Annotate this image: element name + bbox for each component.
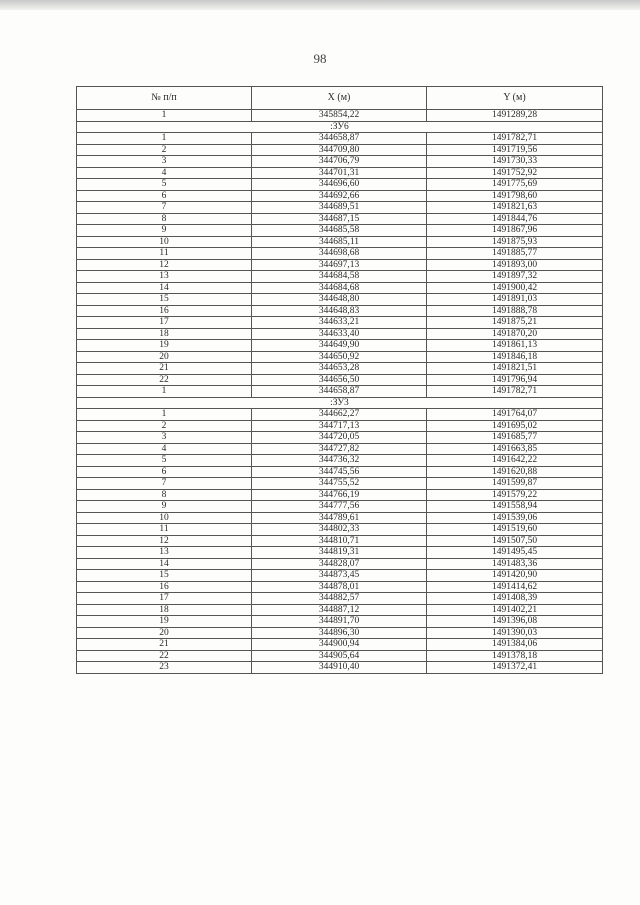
y-coordinate: 1491888,78 [427, 305, 603, 317]
y-coordinate: 1491402,21 [427, 604, 603, 616]
table-row [77, 317, 603, 329]
table-row [77, 547, 603, 559]
y-coordinate: 1491390,03 [427, 627, 603, 639]
table-row [77, 455, 603, 467]
table-row [77, 271, 603, 283]
table-row [77, 110, 603, 122]
y-coordinate: 1491752,92 [427, 167, 603, 179]
table-row [77, 604, 603, 616]
table-row [77, 512, 603, 524]
table-row [77, 535, 603, 547]
x-coordinate: 344828,07 [252, 558, 427, 570]
point-number: 13 [77, 271, 252, 283]
page-number: 98 [313, 51, 327, 66]
point-number: 10 [77, 236, 252, 248]
point-number: 17 [77, 593, 252, 605]
y-coordinate: 1491782,71 [427, 386, 603, 398]
y-coordinate: 1491870,20 [427, 328, 603, 340]
x-coordinate: 344789,61 [252, 512, 427, 524]
x-coordinate: 344696,60 [252, 179, 427, 191]
point-number: 6 [77, 466, 252, 478]
x-coordinate: 344717,13 [252, 420, 427, 432]
x-coordinate: 344650,92 [252, 351, 427, 363]
coordinates-table [76, 86, 603, 674]
y-coordinate: 1491885,77 [427, 248, 603, 260]
x-coordinate: 344633,21 [252, 317, 427, 329]
x-coordinate: 344648,83 [252, 305, 427, 317]
y-coordinate: 1491579,22 [427, 489, 603, 501]
y-coordinate: 1491420,90 [427, 570, 603, 582]
table-row [77, 581, 603, 593]
point-number: 13 [77, 547, 252, 559]
table-row [77, 305, 603, 317]
point-number: 2 [77, 144, 252, 156]
table-row [77, 363, 603, 375]
point-number: 7 [77, 202, 252, 214]
point-number: 12 [77, 535, 252, 547]
point-number: 19 [77, 340, 252, 352]
y-coordinate: 1491782,71 [427, 133, 603, 145]
x-coordinate: 344777,56 [252, 501, 427, 513]
point-number: 23 [77, 662, 252, 674]
y-coordinate: 1491764,07 [427, 409, 603, 421]
header-y: Y (м) [427, 87, 603, 110]
point-number: 15 [77, 294, 252, 306]
y-coordinate: 1491507,50 [427, 535, 603, 547]
x-coordinate: 344684,68 [252, 282, 427, 294]
table-row [77, 202, 603, 214]
table-row [77, 443, 603, 455]
x-coordinate: 344706,79 [252, 156, 427, 168]
table-row [77, 282, 603, 294]
y-coordinate: 1491900,42 [427, 282, 603, 294]
x-coordinate: 344649,90 [252, 340, 427, 352]
x-coordinate: 344701,31 [252, 167, 427, 179]
point-number: 1 [77, 133, 252, 145]
x-coordinate: 344736,32 [252, 455, 427, 467]
x-coordinate: 344891,70 [252, 616, 427, 628]
table-row [77, 179, 603, 191]
point-number: 2 [77, 420, 252, 432]
point-number: 4 [77, 443, 252, 455]
section-label: :ЗУ6 [77, 121, 603, 133]
x-coordinate: 344653,28 [252, 363, 427, 375]
point-number: 9 [77, 501, 252, 513]
y-coordinate: 1491599,87 [427, 478, 603, 490]
x-coordinate: 344689,51 [252, 202, 427, 214]
table-row [77, 570, 603, 582]
table-row [77, 639, 603, 651]
table-row [77, 501, 603, 513]
y-coordinate: 1491289,28 [427, 110, 603, 122]
point-number: 8 [77, 489, 252, 501]
x-coordinate: 344802,33 [252, 524, 427, 536]
y-coordinate: 1491798,60 [427, 190, 603, 202]
table-row [77, 259, 603, 271]
point-number: 1 [77, 386, 252, 398]
y-coordinate: 1491372,41 [427, 662, 603, 674]
point-number: 14 [77, 558, 252, 570]
point-number: 16 [77, 305, 252, 317]
y-coordinate: 1491663,85 [427, 443, 603, 455]
y-coordinate: 1491897,32 [427, 271, 603, 283]
y-coordinate: 1491730,33 [427, 156, 603, 168]
y-coordinate: 1491642,22 [427, 455, 603, 467]
table-row [77, 351, 603, 363]
point-number: 7 [77, 478, 252, 490]
x-coordinate: 344685,11 [252, 236, 427, 248]
x-coordinate: 345854,22 [252, 110, 427, 122]
y-coordinate: 1491558,94 [427, 501, 603, 513]
table-row [77, 374, 603, 386]
table-body [77, 110, 603, 674]
y-coordinate: 1491775,69 [427, 179, 603, 191]
x-coordinate: 344662,27 [252, 409, 427, 421]
table-row [77, 616, 603, 628]
point-number: 9 [77, 225, 252, 237]
y-coordinate: 1491539,06 [427, 512, 603, 524]
x-coordinate: 344684,58 [252, 271, 427, 283]
x-coordinate: 344633,40 [252, 328, 427, 340]
y-coordinate: 1491846,18 [427, 351, 603, 363]
y-coordinate: 1491875,21 [427, 317, 603, 329]
x-coordinate: 344658,87 [252, 133, 427, 145]
table-row [77, 466, 603, 478]
x-coordinate: 344727,82 [252, 443, 427, 455]
point-number: 5 [77, 179, 252, 191]
point-number: 16 [77, 581, 252, 593]
table-row [77, 432, 603, 444]
y-coordinate: 1491719,56 [427, 144, 603, 156]
y-coordinate: 1491519,60 [427, 524, 603, 536]
table-row [77, 167, 603, 179]
point-number: 18 [77, 328, 252, 340]
header-number: № п/п [77, 87, 252, 110]
x-coordinate: 344873,45 [252, 570, 427, 582]
table-header-row [77, 87, 603, 110]
x-coordinate: 344810,71 [252, 535, 427, 547]
x-coordinate: 344648,80 [252, 294, 427, 306]
point-number: 20 [77, 351, 252, 363]
point-number: 11 [77, 248, 252, 260]
x-coordinate: 344692,66 [252, 190, 427, 202]
point-number: 1 [77, 110, 252, 122]
point-number: 20 [77, 627, 252, 639]
table-row [77, 593, 603, 605]
point-number: 8 [77, 213, 252, 225]
y-coordinate: 1491620,88 [427, 466, 603, 478]
y-coordinate: 1491893,00 [427, 259, 603, 271]
section-label: :ЗУ3 [77, 397, 603, 409]
x-coordinate: 344656,50 [252, 374, 427, 386]
x-coordinate: 344766,19 [252, 489, 427, 501]
x-coordinate: 344878,01 [252, 581, 427, 593]
table-row [77, 294, 603, 306]
y-coordinate: 1491695,02 [427, 420, 603, 432]
x-coordinate: 344745,56 [252, 466, 427, 478]
point-number: 10 [77, 512, 252, 524]
y-coordinate: 1491483,36 [427, 558, 603, 570]
y-coordinate: 1491891,03 [427, 294, 603, 306]
y-coordinate: 1491408,39 [427, 593, 603, 605]
point-number: 11 [77, 524, 252, 536]
table-row [77, 524, 603, 536]
point-number: 14 [77, 282, 252, 294]
x-coordinate: 344755,52 [252, 478, 427, 490]
table-row [77, 420, 603, 432]
y-coordinate: 1491821,63 [427, 202, 603, 214]
point-number: 3 [77, 432, 252, 444]
point-number: 18 [77, 604, 252, 616]
table-row [77, 478, 603, 490]
y-coordinate: 1491867,96 [427, 225, 603, 237]
table-row [77, 133, 603, 145]
point-number: 4 [77, 167, 252, 179]
x-coordinate: 344698,68 [252, 248, 427, 260]
x-coordinate: 344658,87 [252, 386, 427, 398]
scan-edge-shadow [0, 0, 640, 10]
y-coordinate: 1491384,06 [427, 639, 603, 651]
table-row [77, 489, 603, 501]
table-row [77, 409, 603, 421]
table-row [77, 236, 603, 248]
x-coordinate: 344896,30 [252, 627, 427, 639]
y-coordinate: 1491414,62 [427, 581, 603, 593]
x-coordinate: 344709,80 [252, 144, 427, 156]
y-coordinate: 1491378,18 [427, 650, 603, 662]
point-number: 21 [77, 363, 252, 375]
x-coordinate: 344697,13 [252, 259, 427, 271]
x-coordinate: 344819,31 [252, 547, 427, 559]
table-row [77, 144, 603, 156]
x-coordinate: 344687,15 [252, 213, 427, 225]
point-number: 22 [77, 374, 252, 386]
y-coordinate: 1491875,93 [427, 236, 603, 248]
x-coordinate: 344910,40 [252, 662, 427, 674]
x-coordinate: 344900,94 [252, 639, 427, 651]
point-number: 17 [77, 317, 252, 329]
table-row [77, 156, 603, 168]
x-coordinate: 344685,58 [252, 225, 427, 237]
table-row [77, 190, 603, 202]
point-number: 15 [77, 570, 252, 582]
y-coordinate: 1491861,13 [427, 340, 603, 352]
y-coordinate: 1491821,51 [427, 363, 603, 375]
x-coordinate: 344720,05 [252, 432, 427, 444]
table-row [77, 650, 603, 662]
x-coordinate: 344887,12 [252, 604, 427, 616]
table-row [77, 225, 603, 237]
point-number: 22 [77, 650, 252, 662]
point-number: 12 [77, 259, 252, 271]
point-number: 19 [77, 616, 252, 628]
y-coordinate: 1491396,08 [427, 616, 603, 628]
table-row [77, 386, 603, 398]
section-header-row [77, 397, 603, 409]
table-row [77, 558, 603, 570]
y-coordinate: 1491495,45 [427, 547, 603, 559]
table-row [77, 662, 603, 674]
point-number: 3 [77, 156, 252, 168]
table-row [77, 328, 603, 340]
table-row [77, 248, 603, 260]
point-number: 1 [77, 409, 252, 421]
x-coordinate: 344905,64 [252, 650, 427, 662]
point-number: 21 [77, 639, 252, 651]
point-number: 6 [77, 190, 252, 202]
point-number: 5 [77, 455, 252, 467]
table-row [77, 627, 603, 639]
y-coordinate: 1491796,94 [427, 374, 603, 386]
y-coordinate: 1491844,76 [427, 213, 603, 225]
header-x: X (м) [252, 87, 427, 110]
section-header-row [77, 121, 603, 133]
y-coordinate: 1491685,77 [427, 432, 603, 444]
table-row [77, 213, 603, 225]
table-row [77, 340, 603, 352]
x-coordinate: 344882,57 [252, 593, 427, 605]
